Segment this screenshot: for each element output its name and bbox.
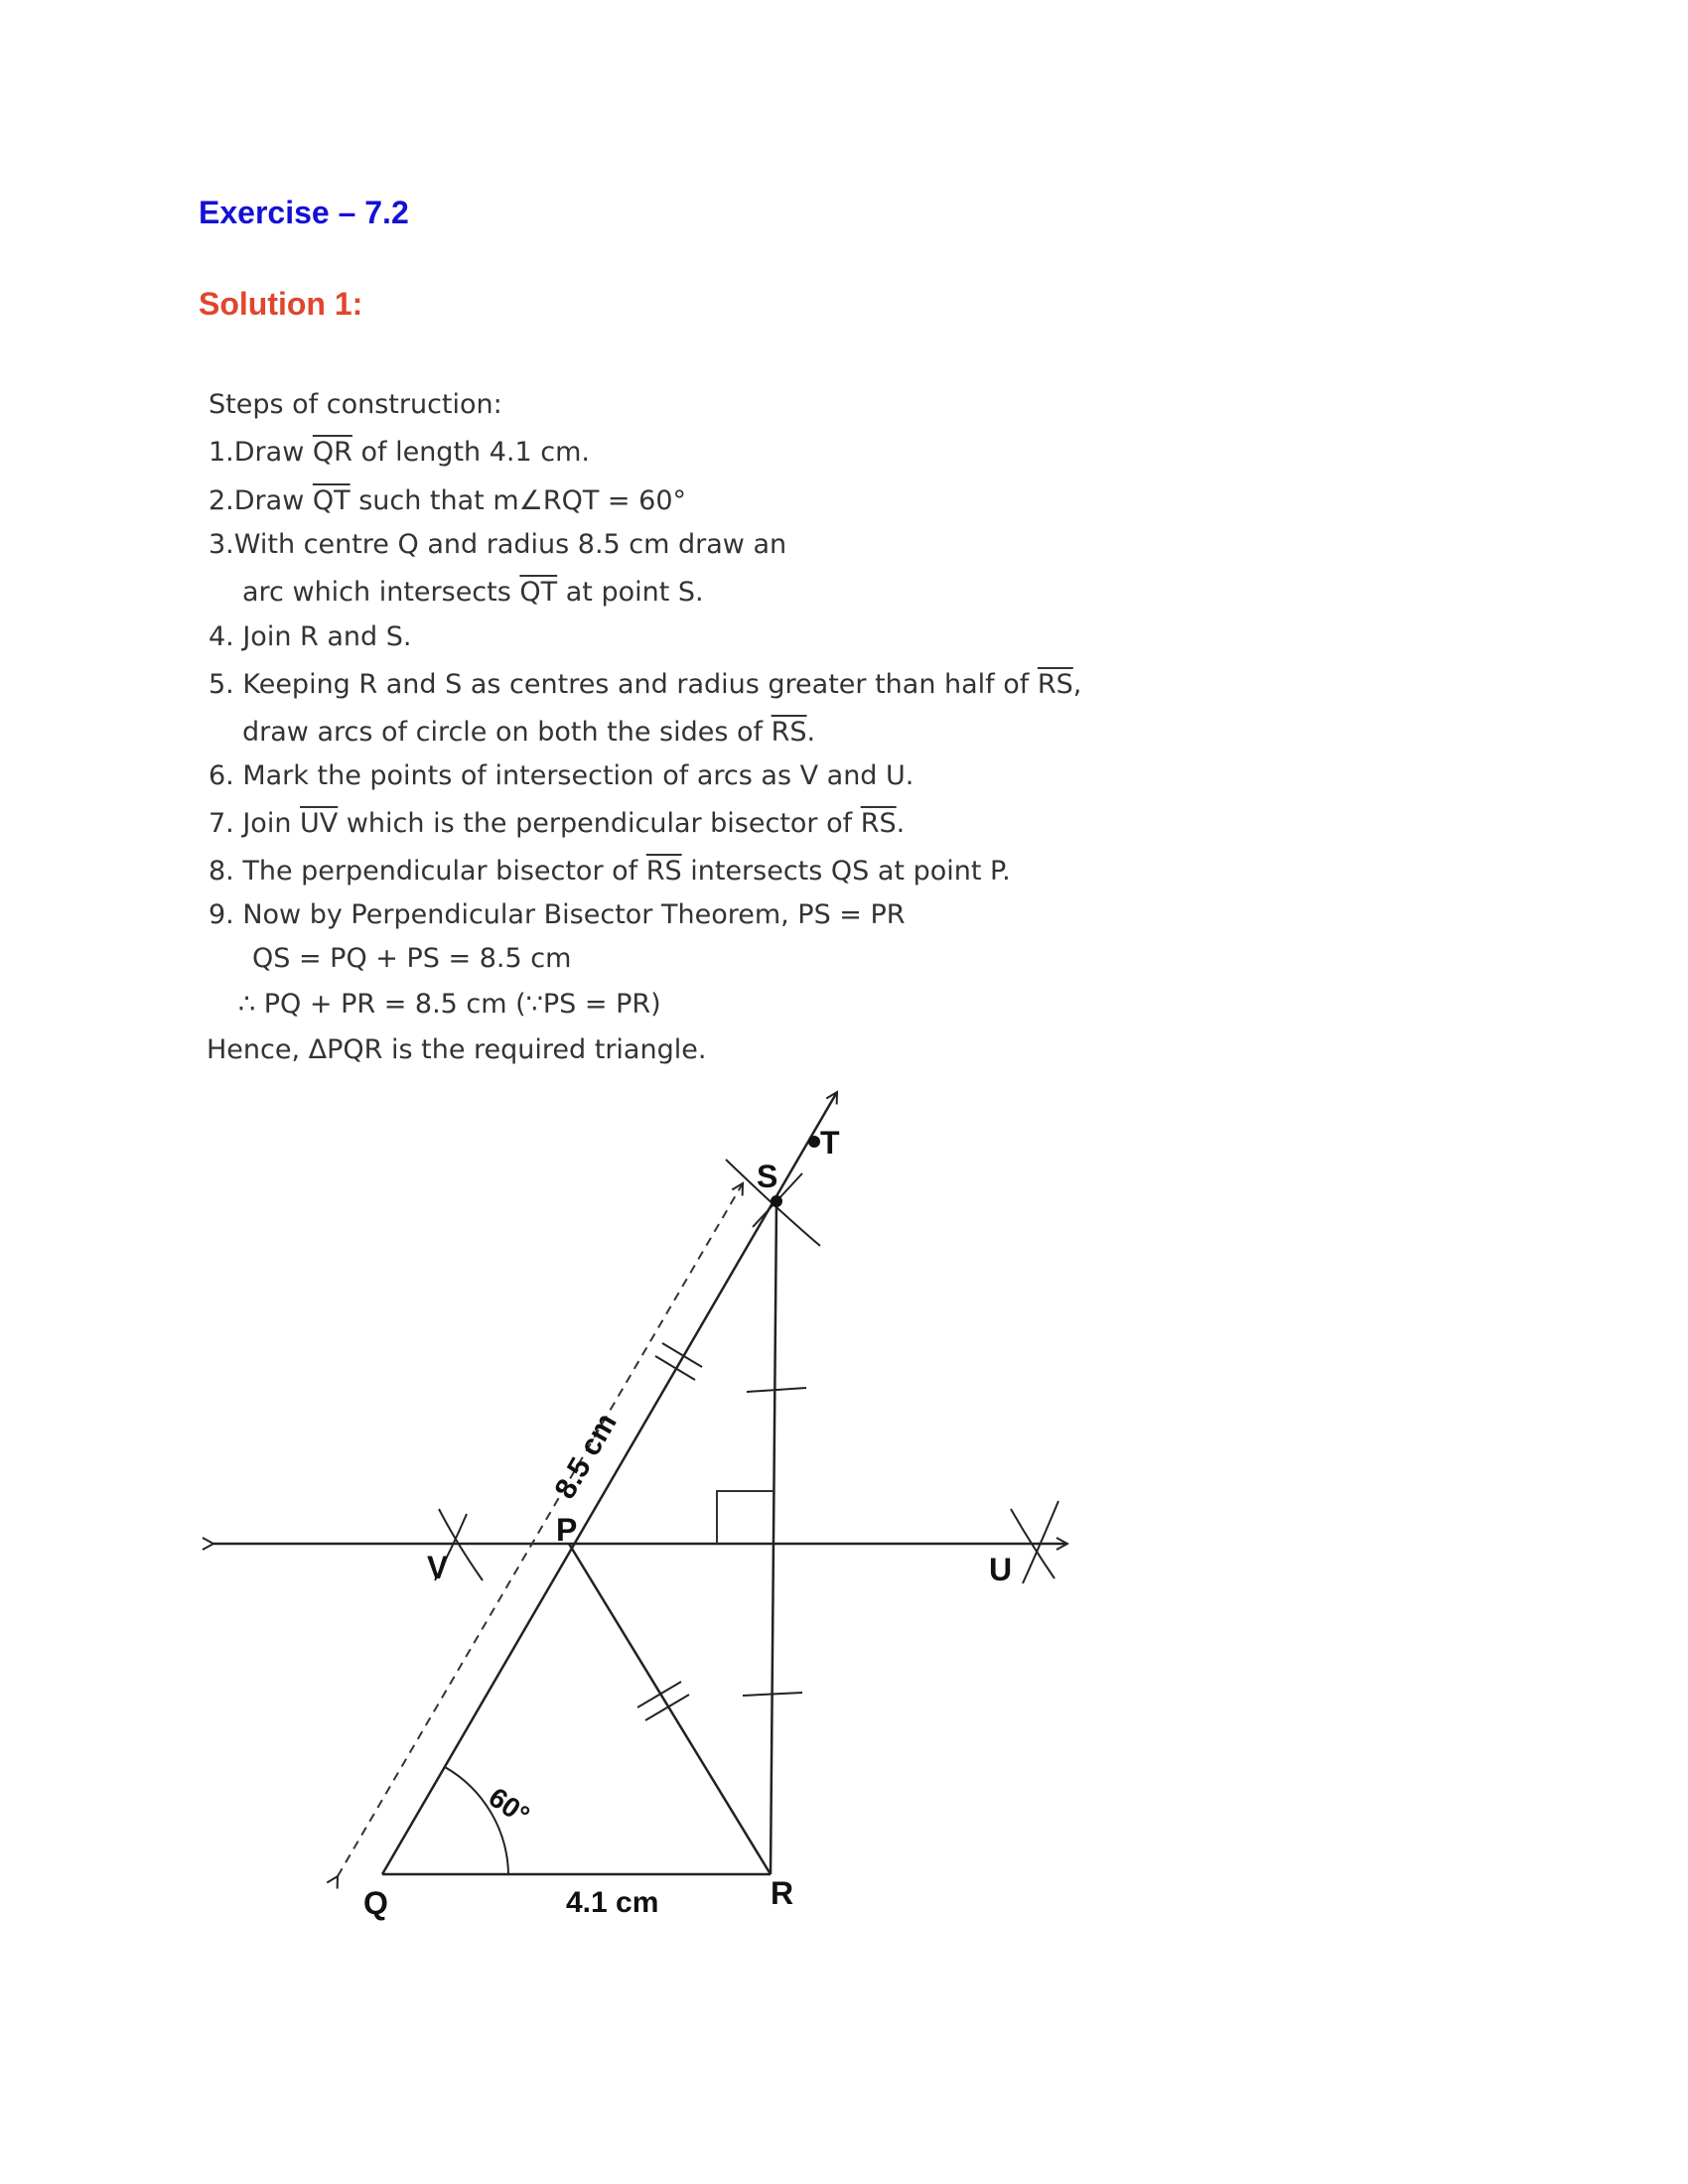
conclusion: Hence, ΔPQR is the required triangle. xyxy=(207,1034,707,1065)
step-1: 1.Draw $\overline{QR}$ of length 4.1 cm. xyxy=(209,437,590,468)
step-9-line-3: ∴ PQ + PR = 8.5 cm (∵PS = PR) xyxy=(238,989,661,1020)
tick-rs-upper xyxy=(747,1388,806,1392)
label-angle-q: 60° xyxy=(483,1781,536,1832)
label-q: Q xyxy=(363,1885,388,1921)
step-9-line-1: 9. Now by Perpendicular Bisector Theorem, PS = PR xyxy=(209,899,906,930)
step-8: 8. The perpendicular bisector of $\overline{RS}$ intersects QS at point P. xyxy=(209,856,1011,887)
solution-heading: Solution 1: xyxy=(199,286,363,322)
label-v: V xyxy=(427,1550,449,1585)
step-9-line-2: QS = PQ + PS = 8.5 cm xyxy=(252,943,572,974)
step-6: 6. Mark the points of intersection of arcs as V and U. xyxy=(209,760,914,791)
dimension-line-qs xyxy=(338,1183,743,1876)
step-5-line-1: 5. Keeping R and S as centres and radius greater than half of $\overline{RS}$, xyxy=(209,669,1082,700)
label-qr-length: 4.1 cm xyxy=(566,1886,659,1919)
step-5-line-2: draw arcs of circle on both the sides of $\overline{RS}$. xyxy=(242,717,816,748)
label-s: S xyxy=(757,1159,778,1194)
right-angle-marker xyxy=(717,1491,774,1544)
label-u: U xyxy=(989,1552,1013,1587)
label-r: R xyxy=(771,1875,794,1911)
point-s xyxy=(771,1195,782,1207)
steps-title: Steps of construction: xyxy=(209,389,502,420)
point-t xyxy=(808,1136,820,1148)
segment-pr xyxy=(569,1544,771,1874)
step-3-line-2: arc which intersects $\overline{QT}$ at point S. xyxy=(242,577,704,608)
segment-rs xyxy=(771,1201,776,1874)
label-p: P xyxy=(556,1512,578,1548)
step-4: 4. Join R and S. xyxy=(209,621,412,652)
exercise-heading: Exercise – 7.2 xyxy=(199,195,409,230)
arc-mark-u-2 xyxy=(1023,1501,1058,1583)
step-3-line-1: 3.With centre Q and radius 8.5 cm draw an xyxy=(209,529,787,560)
step-7: 7. Join $\overline{UV}$ which is the perpendicular bisector of $\overline{RS}$. xyxy=(209,808,906,839)
step-2: 2.Draw $\overline{QT}$ such that m∠RQT = 60° xyxy=(209,485,686,516)
label-t: T xyxy=(820,1125,840,1160)
label-qs-length: 8.5 cm xyxy=(548,1408,624,1505)
